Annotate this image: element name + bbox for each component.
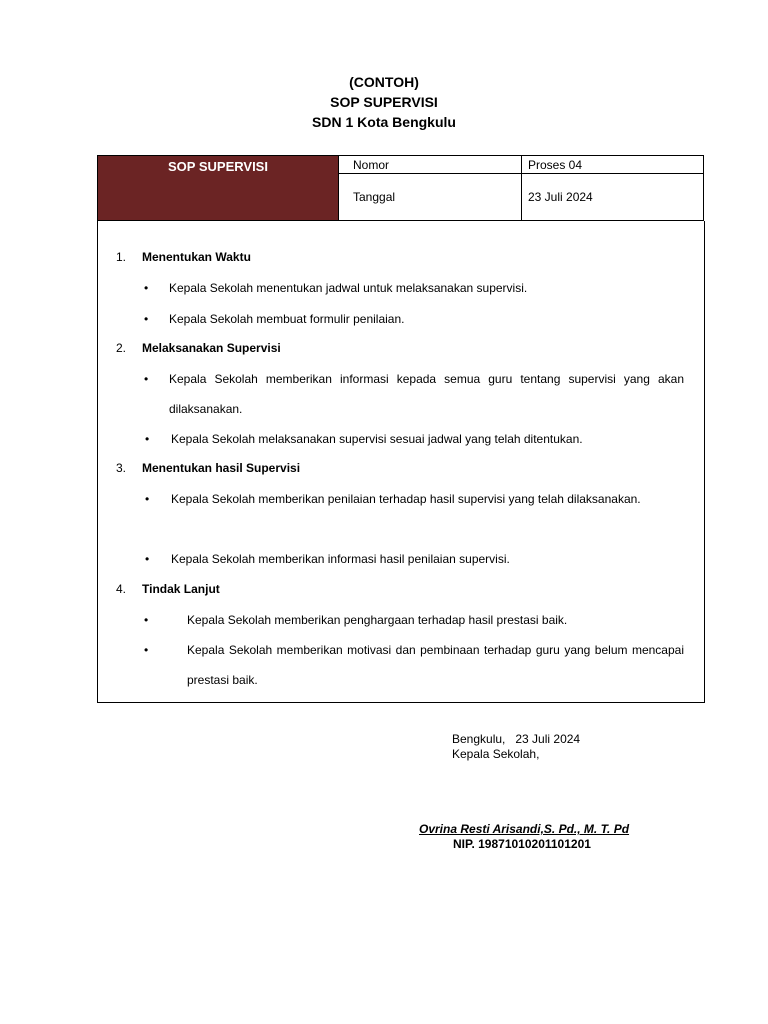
bullet-icon: • xyxy=(144,643,149,657)
signature-place-date: Bengkulu, 23 Juli 2024 xyxy=(452,732,581,746)
list-item: Kepala Sekolah memberikan informasi hasil penilaian supervisi. xyxy=(171,552,510,566)
section-number: 2. xyxy=(116,341,127,355)
list-item: Kepala Sekolah melaksanakan supervisi sesuai jadwal yang telah ditentukan. xyxy=(171,432,583,446)
section-title: Menentukan Waktu xyxy=(142,250,251,264)
bullet-icon: • xyxy=(144,281,149,295)
bullet-icon: • xyxy=(144,613,149,627)
bullet-icon: • xyxy=(144,312,149,326)
sop-header-table xyxy=(97,155,704,221)
title-school: SDN 1 Kota Bengkulu xyxy=(312,114,456,130)
bullet-icon: • xyxy=(144,372,149,386)
tanggal-value: 23 Juli 2024 xyxy=(522,174,704,221)
nomor-value: Proses 04 xyxy=(522,156,704,174)
document-title xyxy=(0,72,768,132)
bullet-icon: • xyxy=(145,492,150,506)
tanggal-label: Tanggal xyxy=(339,174,522,221)
signature-block xyxy=(452,732,580,762)
section-number: 1. xyxy=(116,250,127,264)
signature-role: Kepala Sekolah, xyxy=(452,747,540,761)
list-item: Kepala Sekolah memberikan penilaian terhadap hasil supervisi yang telah dilaksanakan. xyxy=(171,492,641,506)
section-title: Tindak Lanjut xyxy=(142,582,220,596)
bullet-icon: • xyxy=(145,552,150,566)
list-item: Kepala Sekolah memberikan penghargaan terhadap hasil prestasi baik. xyxy=(187,613,568,627)
title-contoh: (CONTOH) xyxy=(349,74,419,90)
signer-name: Ovrina Resti Arisandi,S. Pd., M. T. Pd xyxy=(419,822,630,836)
list-item: Kepala Sekolah membuat formulir penilaian. xyxy=(169,312,405,326)
sop-procedure-box xyxy=(97,221,705,703)
section-title: Melaksanakan Supervisi xyxy=(142,341,281,355)
section-number: 3. xyxy=(116,461,127,475)
section-title: Menentukan hasil Supervisi xyxy=(142,461,301,475)
sop-brand-cell: SOP SUPERVISI xyxy=(98,156,339,221)
nomor-label: Nomor xyxy=(339,156,522,174)
title-sop: SOP SUPERVISI xyxy=(330,94,438,110)
list-item: Kepala Sekolah memberikan informasi kepada semua guru tentang supervisi yang akan dilaksanakan. xyxy=(169,372,684,416)
bullet-icon: • xyxy=(145,432,150,446)
section-number: 4. xyxy=(116,582,127,596)
signer-nip: NIP. 19871010201101201 xyxy=(453,837,591,851)
list-item: Kepala Sekolah menentukan jadwal untuk melaksanakan supervisi. xyxy=(169,281,528,295)
list-item: Kepala Sekolah memberikan motivasi dan pembinaan terhadap guru yang belum mencapai prestasi baik. xyxy=(187,643,684,687)
